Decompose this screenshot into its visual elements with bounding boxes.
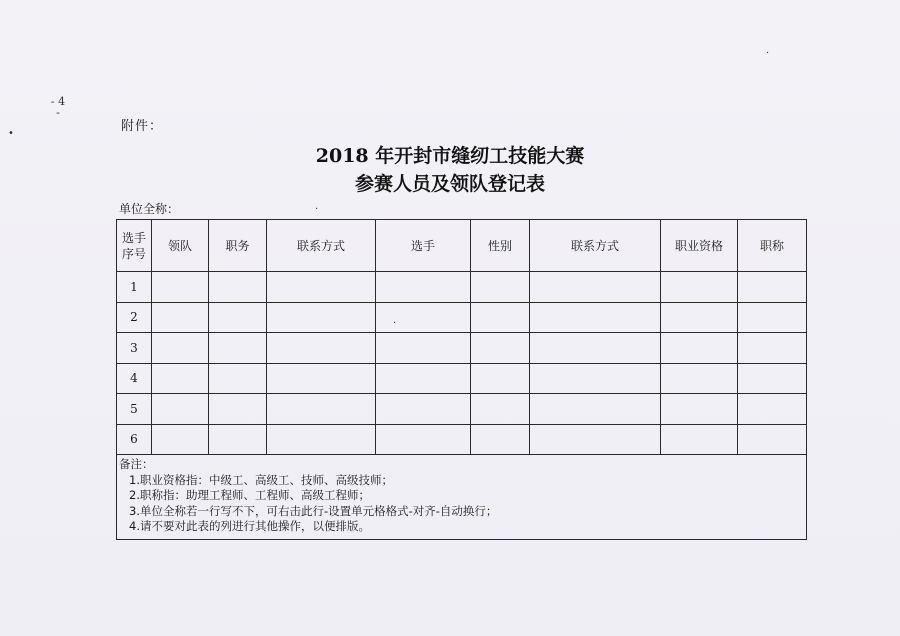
header-position: 职务 bbox=[209, 220, 267, 272]
notes-cell bbox=[117, 455, 807, 540]
row-number: 4 bbox=[117, 363, 152, 394]
note-item: 1.职业资格指：中级工、高级工、技师、高级技师； bbox=[129, 472, 393, 487]
cell-contestant-contact[interactable] bbox=[530, 424, 661, 455]
cell-qualification[interactable] bbox=[661, 363, 738, 394]
header-contestant-contact: 联系方式 bbox=[530, 220, 661, 272]
cell-contestant-contact[interactable] bbox=[530, 394, 661, 425]
cell-position[interactable] bbox=[209, 272, 267, 303]
cell-leader-contact[interactable] bbox=[267, 394, 376, 425]
header-title: 职称 bbox=[738, 220, 807, 272]
row-number: 1 bbox=[117, 272, 152, 303]
table-row bbox=[117, 333, 807, 364]
cell-gender[interactable] bbox=[471, 394, 530, 425]
document-title-line2: 参赛人员及领队登记表 bbox=[354, 173, 545, 195]
cell-leader-contact[interactable] bbox=[267, 363, 376, 394]
cell-contestant-contact[interactable] bbox=[530, 333, 661, 364]
cell-qualification[interactable] bbox=[661, 333, 738, 364]
note-item: 4.请不要对此表的列进行其他操作，以便排版。 bbox=[129, 519, 370, 533]
header-leader-contact: 联系方式 bbox=[267, 220, 376, 272]
cell-team-leader[interactable] bbox=[152, 333, 209, 364]
row-number: 6 bbox=[117, 424, 152, 455]
cell-leader-contact[interactable] bbox=[267, 424, 376, 455]
table-row bbox=[117, 424, 807, 455]
cell-qualification[interactable] bbox=[661, 394, 738, 425]
cell-leader-contact[interactable] bbox=[267, 333, 376, 364]
table-row bbox=[117, 363, 807, 394]
unit-name-label: 单位全称： bbox=[119, 202, 180, 216]
cell-title[interactable] bbox=[738, 302, 807, 333]
notes-row bbox=[117, 455, 807, 540]
cell-contestant-contact[interactable] bbox=[530, 302, 661, 333]
cell-position[interactable] bbox=[209, 394, 267, 425]
cell-title[interactable] bbox=[738, 363, 807, 394]
scan-speck: · bbox=[393, 318, 397, 329]
cell-title[interactable] bbox=[738, 272, 807, 303]
cell-position[interactable] bbox=[209, 363, 267, 394]
cell-team-leader[interactable] bbox=[152, 363, 209, 394]
header-contestant: 选手 bbox=[376, 220, 471, 272]
row-number: 2 bbox=[117, 302, 152, 333]
table-row bbox=[117, 302, 807, 333]
cell-leader-contact[interactable] bbox=[267, 272, 376, 303]
cell-contestant[interactable] bbox=[376, 272, 471, 303]
document-title-line1: 2018 年开封市缝纫工技能大赛 bbox=[315, 145, 585, 167]
attachment-label: 附件： bbox=[121, 119, 164, 134]
cell-contestant[interactable] bbox=[376, 363, 471, 394]
registration-table bbox=[116, 219, 807, 540]
cell-position[interactable] bbox=[209, 333, 267, 364]
row-number: 3 bbox=[117, 333, 152, 364]
cell-qualification[interactable] bbox=[661, 424, 738, 455]
cell-gender[interactable] bbox=[471, 272, 530, 303]
cell-team-leader[interactable] bbox=[152, 302, 209, 333]
row-number: 5 bbox=[117, 394, 152, 425]
scan-speck: · bbox=[766, 48, 770, 59]
cell-gender[interactable] bbox=[471, 333, 530, 364]
header-gender: 性别 bbox=[471, 220, 530, 272]
cell-contestant[interactable] bbox=[376, 424, 471, 455]
page-number-marker: - 4 - bbox=[50, 95, 66, 119]
scan-speck: · bbox=[315, 204, 319, 215]
cell-title[interactable] bbox=[738, 394, 807, 425]
note-item: 3.单位全称若一行写不下，可右击此行-设置单元格格式-对齐-自动换行； bbox=[129, 503, 498, 518]
cell-leader-contact[interactable] bbox=[267, 302, 376, 333]
cell-contestant[interactable] bbox=[376, 302, 471, 333]
notes-heading: 备注： bbox=[119, 457, 154, 471]
table-row bbox=[117, 272, 807, 303]
cell-title[interactable] bbox=[738, 424, 807, 455]
table-row bbox=[117, 394, 807, 425]
cell-position[interactable] bbox=[209, 424, 267, 455]
cell-team-leader[interactable] bbox=[152, 424, 209, 455]
cell-qualification[interactable] bbox=[661, 272, 738, 303]
cell-title[interactable] bbox=[738, 333, 807, 364]
cell-contestant[interactable] bbox=[376, 333, 471, 364]
table-header-row bbox=[117, 220, 807, 272]
cell-qualification[interactable] bbox=[661, 302, 738, 333]
cell-position[interactable] bbox=[209, 302, 267, 333]
cell-contestant-contact[interactable] bbox=[530, 272, 661, 303]
header-qualification: 职业资格 bbox=[661, 220, 738, 272]
cell-gender[interactable] bbox=[471, 302, 530, 333]
note-item: 2.职称指：助理工程师、工程师、高级工程师； bbox=[129, 488, 370, 502]
cell-team-leader[interactable] bbox=[152, 272, 209, 303]
cell-team-leader[interactable] bbox=[152, 394, 209, 425]
header-team-leader: 领队 bbox=[152, 220, 209, 272]
cell-gender[interactable] bbox=[471, 363, 530, 394]
cell-gender[interactable] bbox=[471, 424, 530, 455]
cell-contestant[interactable] bbox=[376, 394, 471, 425]
cell-contestant-contact[interactable] bbox=[530, 363, 661, 394]
scan-speck: • bbox=[8, 128, 14, 139]
header-seq: 选手序号 bbox=[117, 220, 152, 272]
